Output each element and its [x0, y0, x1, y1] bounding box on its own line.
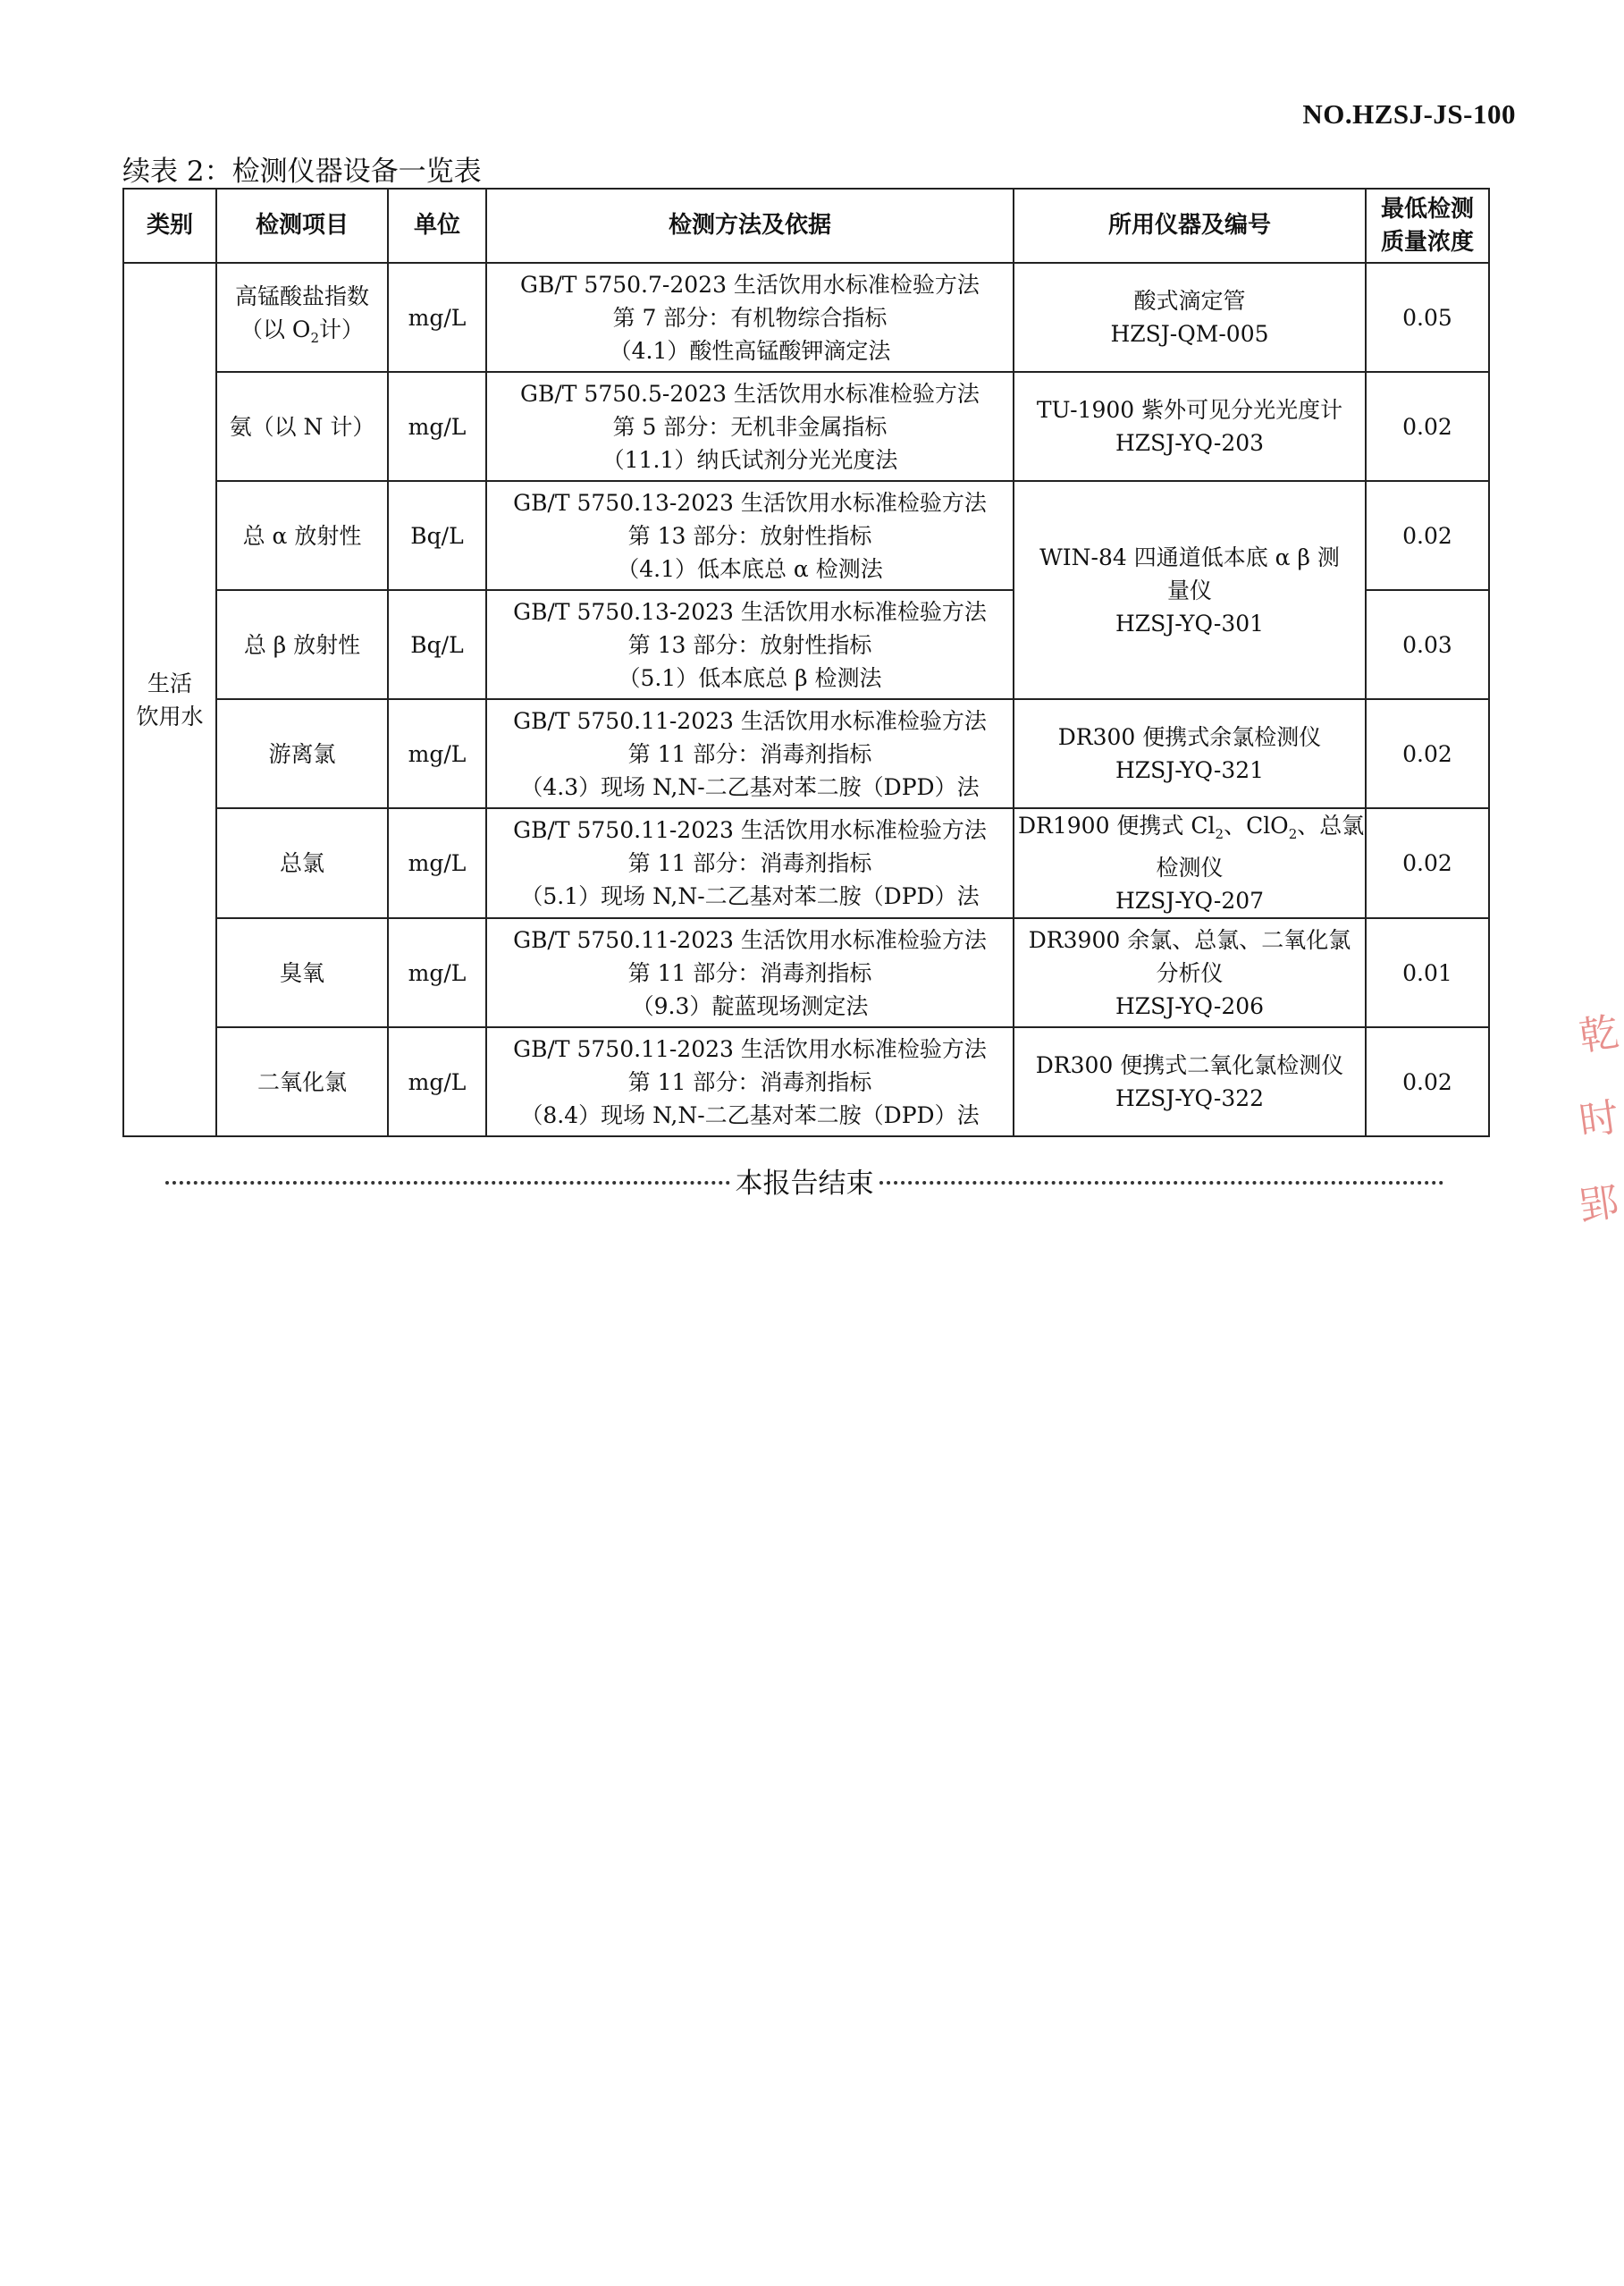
- method-line: GB/T 5750.7-2023 生活饮用水标准检验方法: [520, 271, 980, 298]
- min-conc-cell: 0.05: [1366, 263, 1489, 372]
- method-cell: [486, 590, 1014, 699]
- method-cell: [486, 699, 1014, 808]
- method-line: （4.1）酸性高锰酸钾滴定法: [609, 337, 891, 364]
- item-cell: 臭氧: [216, 918, 388, 1027]
- instrument-text: 、总氯: [1297, 813, 1365, 839]
- seal-fragment: 郢: [1576, 1179, 1622, 1230]
- instrument-cell: [1014, 263, 1366, 372]
- instrument-line: DR300 便携式二氧化氯检测仪: [1035, 1052, 1344, 1078]
- instrument-cell: [1014, 1027, 1366, 1136]
- method-line: 第 7 部分：有机物综合指标: [612, 304, 888, 331]
- item-cell: 总 β 放射性: [216, 590, 388, 699]
- seal-fragment: 乾: [1576, 1009, 1622, 1060]
- method-line: （9.3）靛蓝现场测定法: [631, 992, 869, 1019]
- method-line: 第 13 部分：放射性指标: [627, 631, 872, 658]
- method-line: （5.1）低本底总 β 检测法: [618, 664, 882, 691]
- method-cell: [486, 1027, 1014, 1136]
- category-cell: [123, 263, 216, 1136]
- min-conc-cell: 0.02: [1366, 372, 1489, 481]
- instrument-line: HZSJ-YQ-301: [1115, 610, 1265, 637]
- instrument-line: HZSJ-YQ-321: [1115, 757, 1265, 783]
- header-min-conc-line1: 最低检测: [1380, 195, 1474, 223]
- instrument-table: [122, 188, 1490, 1137]
- method-line: GB/T 5750.13-2023 生活饮用水标准检验方法: [513, 598, 987, 625]
- category-line1: 生活: [147, 670, 192, 696]
- unit-cell: mg/L: [388, 918, 486, 1027]
- method-line: GB/T 5750.13-2023 生活饮用水标准检验方法: [513, 489, 987, 516]
- table-header-row: [123, 189, 1489, 263]
- item-line2-sub: 2: [310, 330, 319, 346]
- method-cell: [486, 808, 1014, 918]
- report-end-text: 本报告结束: [735, 1167, 874, 1200]
- instrument-cell: [1014, 918, 1366, 1027]
- method-line: 第 11 部分：消毒剂指标: [627, 959, 872, 986]
- unit-cell: Bq/L: [388, 481, 486, 590]
- item-cell: 氨（以 N 计）: [216, 372, 388, 481]
- method-line: GB/T 5750.5-2023 生活饮用水标准检验方法: [520, 380, 980, 407]
- item-cell: 总 α 放射性: [216, 481, 388, 590]
- table-row: [123, 1027, 1489, 1136]
- instrument-line: 酸式滴定管: [1133, 288, 1246, 314]
- min-conc-cell: 0.01: [1366, 918, 1489, 1027]
- dotted-leader-left: [165, 1181, 730, 1185]
- instrument-line: DR3900 余氯、总氯、二氧化氯: [1028, 926, 1351, 953]
- method-line: （4.3）现场 N,N-二乙基对苯二胺（DPD）法: [520, 773, 980, 800]
- method-cell: [486, 918, 1014, 1027]
- instrument-line: HZSJ-YQ-207: [1115, 888, 1265, 914]
- method-line: （4.1）低本底总 α 检测法: [617, 555, 883, 582]
- method-line: 第 11 部分：消毒剂指标: [627, 850, 872, 876]
- unit-cell: mg/L: [388, 372, 486, 481]
- instrument-line: HZSJ-YQ-206: [1115, 992, 1265, 1019]
- instrument-line: HZSJ-YQ-203: [1115, 430, 1265, 456]
- header-unit: 单位: [388, 189, 486, 263]
- dotted-leader-right: [879, 1181, 1444, 1185]
- header-instrument: 所用仪器及编号: [1014, 189, 1366, 263]
- instrument-sub: 2: [1288, 826, 1298, 842]
- instrument-sub: 2: [1215, 826, 1224, 842]
- instrument-line: WIN-84 四通道低本底 α β 测: [1039, 544, 1340, 570]
- header-method: 检测方法及依据: [486, 189, 1014, 263]
- table-row: [123, 918, 1489, 1027]
- min-conc-cell: 0.02: [1366, 699, 1489, 808]
- instrument-line: HZSJ-YQ-322: [1115, 1085, 1265, 1111]
- table-row: [123, 263, 1489, 372]
- instrument-cell: [1014, 808, 1366, 918]
- method-line: 第 5 部分：无机非金属指标: [612, 413, 888, 440]
- item-cell: 总氯: [216, 808, 388, 918]
- table-row: [123, 481, 1489, 590]
- item-cell: 游离氯: [216, 699, 388, 808]
- table-row: [123, 808, 1489, 918]
- header-category: 类别: [123, 189, 216, 263]
- instrument-cell: [1014, 699, 1366, 808]
- method-line: 第 11 部分：消毒剂指标: [627, 1068, 872, 1095]
- instrument-cell: [1014, 372, 1366, 481]
- method-cell: [486, 481, 1014, 590]
- header-min-conc-line2: 质量浓度: [1380, 228, 1474, 256]
- instrument-text: DR1900 便携式 Cl: [1018, 813, 1216, 839]
- unit-cell: mg/L: [388, 699, 486, 808]
- partial-seal-stamp: [1576, 992, 1622, 1296]
- instrument-line: 分析仪: [1156, 959, 1224, 986]
- method-line: GB/T 5750.11-2023 生活饮用水标准检验方法: [513, 1035, 987, 1062]
- report-end-line: [165, 1160, 1443, 1200]
- min-conc-cell: 0.02: [1366, 481, 1489, 590]
- method-cell: [486, 263, 1014, 372]
- method-line: GB/T 5750.11-2023 生活饮用水标准检验方法: [513, 707, 987, 734]
- report-number: NO.HZSJ-JS-100: [1302, 98, 1516, 130]
- table-row: [123, 699, 1489, 808]
- item-cell: 二氧化氯: [216, 1027, 388, 1136]
- method-cell: [486, 372, 1014, 481]
- min-conc-cell: 0.02: [1366, 1027, 1489, 1136]
- method-line: （8.4）现场 N,N-二乙基对苯二胺（DPD）法: [520, 1101, 980, 1128]
- instrument-line: HZSJ-QM-005: [1110, 321, 1269, 347]
- method-line: （11.1）纳氏试剂分光光度法: [602, 446, 898, 473]
- min-conc-cell: 0.03: [1366, 590, 1489, 699]
- method-line: GB/T 5750.11-2023 生活饮用水标准检验方法: [513, 926, 987, 953]
- unit-cell: Bq/L: [388, 590, 486, 699]
- method-line: 第 13 部分：放射性指标: [627, 522, 872, 549]
- seal-fragment: 时: [1576, 1094, 1622, 1145]
- instrument-line: DR300 便携式余氯检测仪: [1057, 724, 1322, 750]
- item-line2-pre: （以 O: [240, 316, 311, 342]
- unit-cell: mg/L: [388, 808, 486, 918]
- method-line: GB/T 5750.11-2023 生活饮用水标准检验方法: [513, 817, 987, 843]
- instrument-text: 、ClO: [1224, 813, 1289, 839]
- item-line2: [221, 313, 383, 355]
- min-conc-cell: 0.02: [1366, 808, 1489, 918]
- instrument-line: 检测仪: [1156, 855, 1224, 881]
- instrument-line: [1018, 809, 1365, 851]
- method-line: 第 11 部分：消毒剂指标: [627, 740, 872, 767]
- item-line1: 高锰酸盐指数: [234, 283, 369, 309]
- unit-cell: mg/L: [388, 263, 486, 372]
- category-line2: 饮用水: [136, 703, 204, 730]
- item-line2-post: 计）: [318, 316, 364, 342]
- table-caption: 续表 2：检测仪器设备一览表: [122, 156, 482, 188]
- unit-cell: mg/L: [388, 1027, 486, 1136]
- method-line: （5.1）现场 N,N-二乙基对苯二胺（DPD）法: [520, 883, 980, 909]
- instrument-cell: [1014, 481, 1366, 699]
- instrument-line: 量仪: [1166, 577, 1212, 603]
- header-item: 检测项目: [216, 189, 388, 263]
- header-min-conc: [1366, 189, 1489, 263]
- item-cell: [216, 263, 388, 372]
- instrument-line: TU-1900 紫外可见分光光度计: [1036, 397, 1343, 423]
- table-row: [123, 372, 1489, 481]
